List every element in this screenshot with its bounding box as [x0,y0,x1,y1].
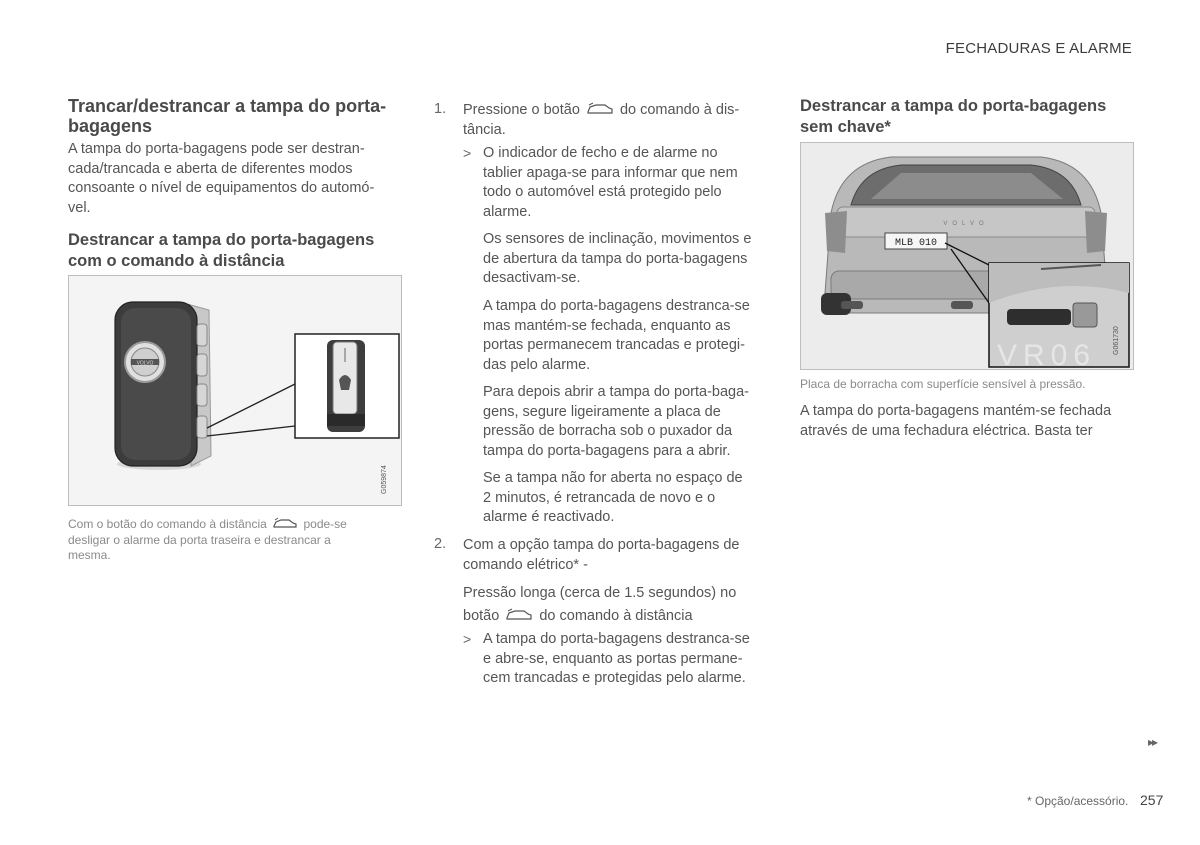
list-number-1: 1. [434,101,447,117]
result-marker: > [463,631,472,647]
double-arrow-icon: ▸▸ [1148,735,1157,749]
subtitle-keyless: Destrancar a tampa do porta-bagagens sem chave* [800,97,1107,136]
section-header: FECHADURAS E ALARME [945,40,1132,57]
item1-paragraph-open: Para depois abrir a tampa do porta-baga- gens, segure ligeiramente a placa de pressão de borracha sob o puxador da tampa do porta-bagagens para a abrir. [483,384,749,459]
item1-paragraph-sensors: Os sensores de inclinação, movimentos e de abertura da tampa do porta-bagagens desactivam-se. [483,231,752,286]
tailgate-key-icon [505,608,533,622]
page-number: 257 [1140,792,1164,808]
license-plate: MLB 010 [894,238,938,249]
subtitle-remote: Destrancar a tampa do porta-bagagens com o comando à distância [68,231,375,270]
car-rear-illustration [801,143,1134,370]
figure-key-fob [68,275,402,506]
svg-text:VOLVO: VOLVO [136,360,154,367]
svg-text:VR06: VR06 [997,339,1097,370]
key-fob-illustration [69,276,402,506]
section-title: Trancar/destrancar a tampa do porta-bagagens [68,96,387,136]
svg-text:VOLVO: VOLVO [943,221,989,227]
figure-code: G059874 [381,465,388,494]
item1-paragraph-unlock: A tampa do porta-bagagens destranca-se mas mantém-se fechada, enquanto as portas permanecem trancadas e protegi- das pelo alarme. [483,298,750,373]
tailgate-key-icon [272,517,298,530]
result-marker: > [463,145,472,161]
figure-code: G061730 [1113,326,1120,355]
item1-paragraph-relock: Se a tampa não for aberta no espaço de 2 minutos, é retrancada de novo e o alarme é reactivado. [483,470,743,525]
keyless-paragraph: A tampa do porta-bagagens mantém-se fechada através de uma fechadura eléctrica. Basta ter [800,403,1112,439]
tailgate-key-icon [586,102,614,116]
intro-paragraph: A tampa do porta-bagagens pode ser destran- cada/trancada e aberta de diferentes modos consoante o nível de equipamentos do automó- vel. [68,141,375,216]
item2-result: A tampa do porta-bagagens destranca-se e abre-se, enquanto as portas permane- cem trancadas e protegidas pelo alarme. [483,631,750,686]
figure-tailgate [800,142,1134,370]
list-number-2: 2. [434,536,447,552]
item2-button: botão do comando à distância [463,608,693,624]
footnote: * Opção/acessório. [1027,794,1129,808]
figure-caption-keyless: Placa de borracha com superfície sensível à pressão. [800,377,1086,391]
item1-text: Pressione o botão do comando à dis- tância. [463,102,740,138]
figure-caption-remote: Com o botão do comando à distância pode-se desligar o alarme da porta traseira e destrancar a mesma. [68,517,347,562]
item2-long-press: Pressão longa (cerca de 1.5 segundos) no [463,585,737,601]
item2-text: Com a opção tampa do porta-bagagens de comando elétrico* - [463,537,740,573]
item1-result: O indicador de fecho e de alarme no tablier apaga-se para informar que nem todo o automóvel está protegido pelo alarme. [483,145,738,220]
